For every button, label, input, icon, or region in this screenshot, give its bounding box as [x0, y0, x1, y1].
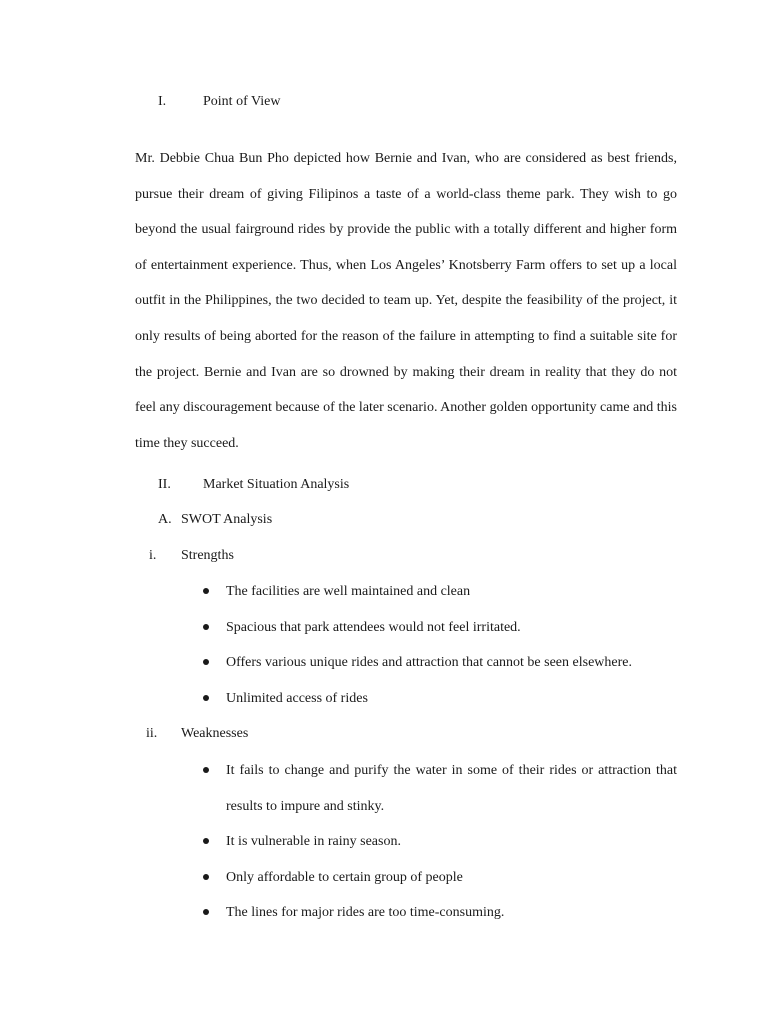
bullet-icon	[203, 767, 209, 773]
section-1-numeral: I.	[158, 94, 167, 109]
weaknesses-heading: Weaknesses	[181, 726, 249, 741]
weaknesses-numeral: ii.	[146, 726, 158, 741]
strength-item: The facilities are well maintained and clean	[226, 584, 471, 599]
strength-item: Unlimited access of rides	[226, 691, 368, 706]
section-1-heading: Point of View	[203, 94, 281, 109]
section-2-heading: Market Situation Analysis	[203, 477, 350, 492]
bullet-icon	[203, 909, 209, 915]
bullet-icon	[203, 695, 209, 701]
weakness-item: It fails to change and purify the water in some of their rides or attraction that results to impure and stinky.	[226, 763, 677, 814]
weakness-item: The lines for major rides are too time-consuming.	[226, 905, 505, 920]
strength-item: Offers various unique rides and attraction that cannot be seen elsewhere.	[226, 655, 632, 670]
bullet-icon	[203, 838, 209, 844]
strengths-numeral: i.	[149, 548, 157, 563]
strength-item: Spacious that park attendees would not feel irritated.	[226, 620, 521, 635]
bullet-icon	[203, 624, 209, 630]
weakness-item: Only affordable to certain group of people	[226, 870, 463, 885]
weakness-item: It is vulnerable in rainy season.	[226, 834, 401, 849]
section-2-numeral: II.	[158, 477, 171, 492]
bullet-icon	[203, 659, 209, 665]
bullet-icon	[203, 874, 209, 880]
point-of-view-paragraph: Mr. Debbie Chua Bun Pho depicted how Bernie and Ivan, who are considered as best friends, pursue their dream of giving Filipinos a taste of a world-class theme park. They wish to go beyond the usual fairground rides by provide the public with a totally different and higher form of entertainment experience. Thus, when Los Angeles’ Knotsberry Farm offers to set up a local outfit in the Philippines, the two decided to team up. Yet, despite the feasibility of the project, it only results of being aborted for the reason of the failure in attempting to find a suitable site for the project. Bernie and Ivan are so drowned by making their dream in reality that they do not feel any discouragement because of the later scenario. Another golden opportunity came and this time they succeed.	[135, 151, 677, 451]
subsection-a-letter: A.	[158, 512, 172, 527]
strengths-heading: Strengths	[181, 548, 234, 563]
bullet-icon	[203, 588, 209, 594]
subsection-a-heading: SWOT Analysis	[181, 512, 273, 527]
